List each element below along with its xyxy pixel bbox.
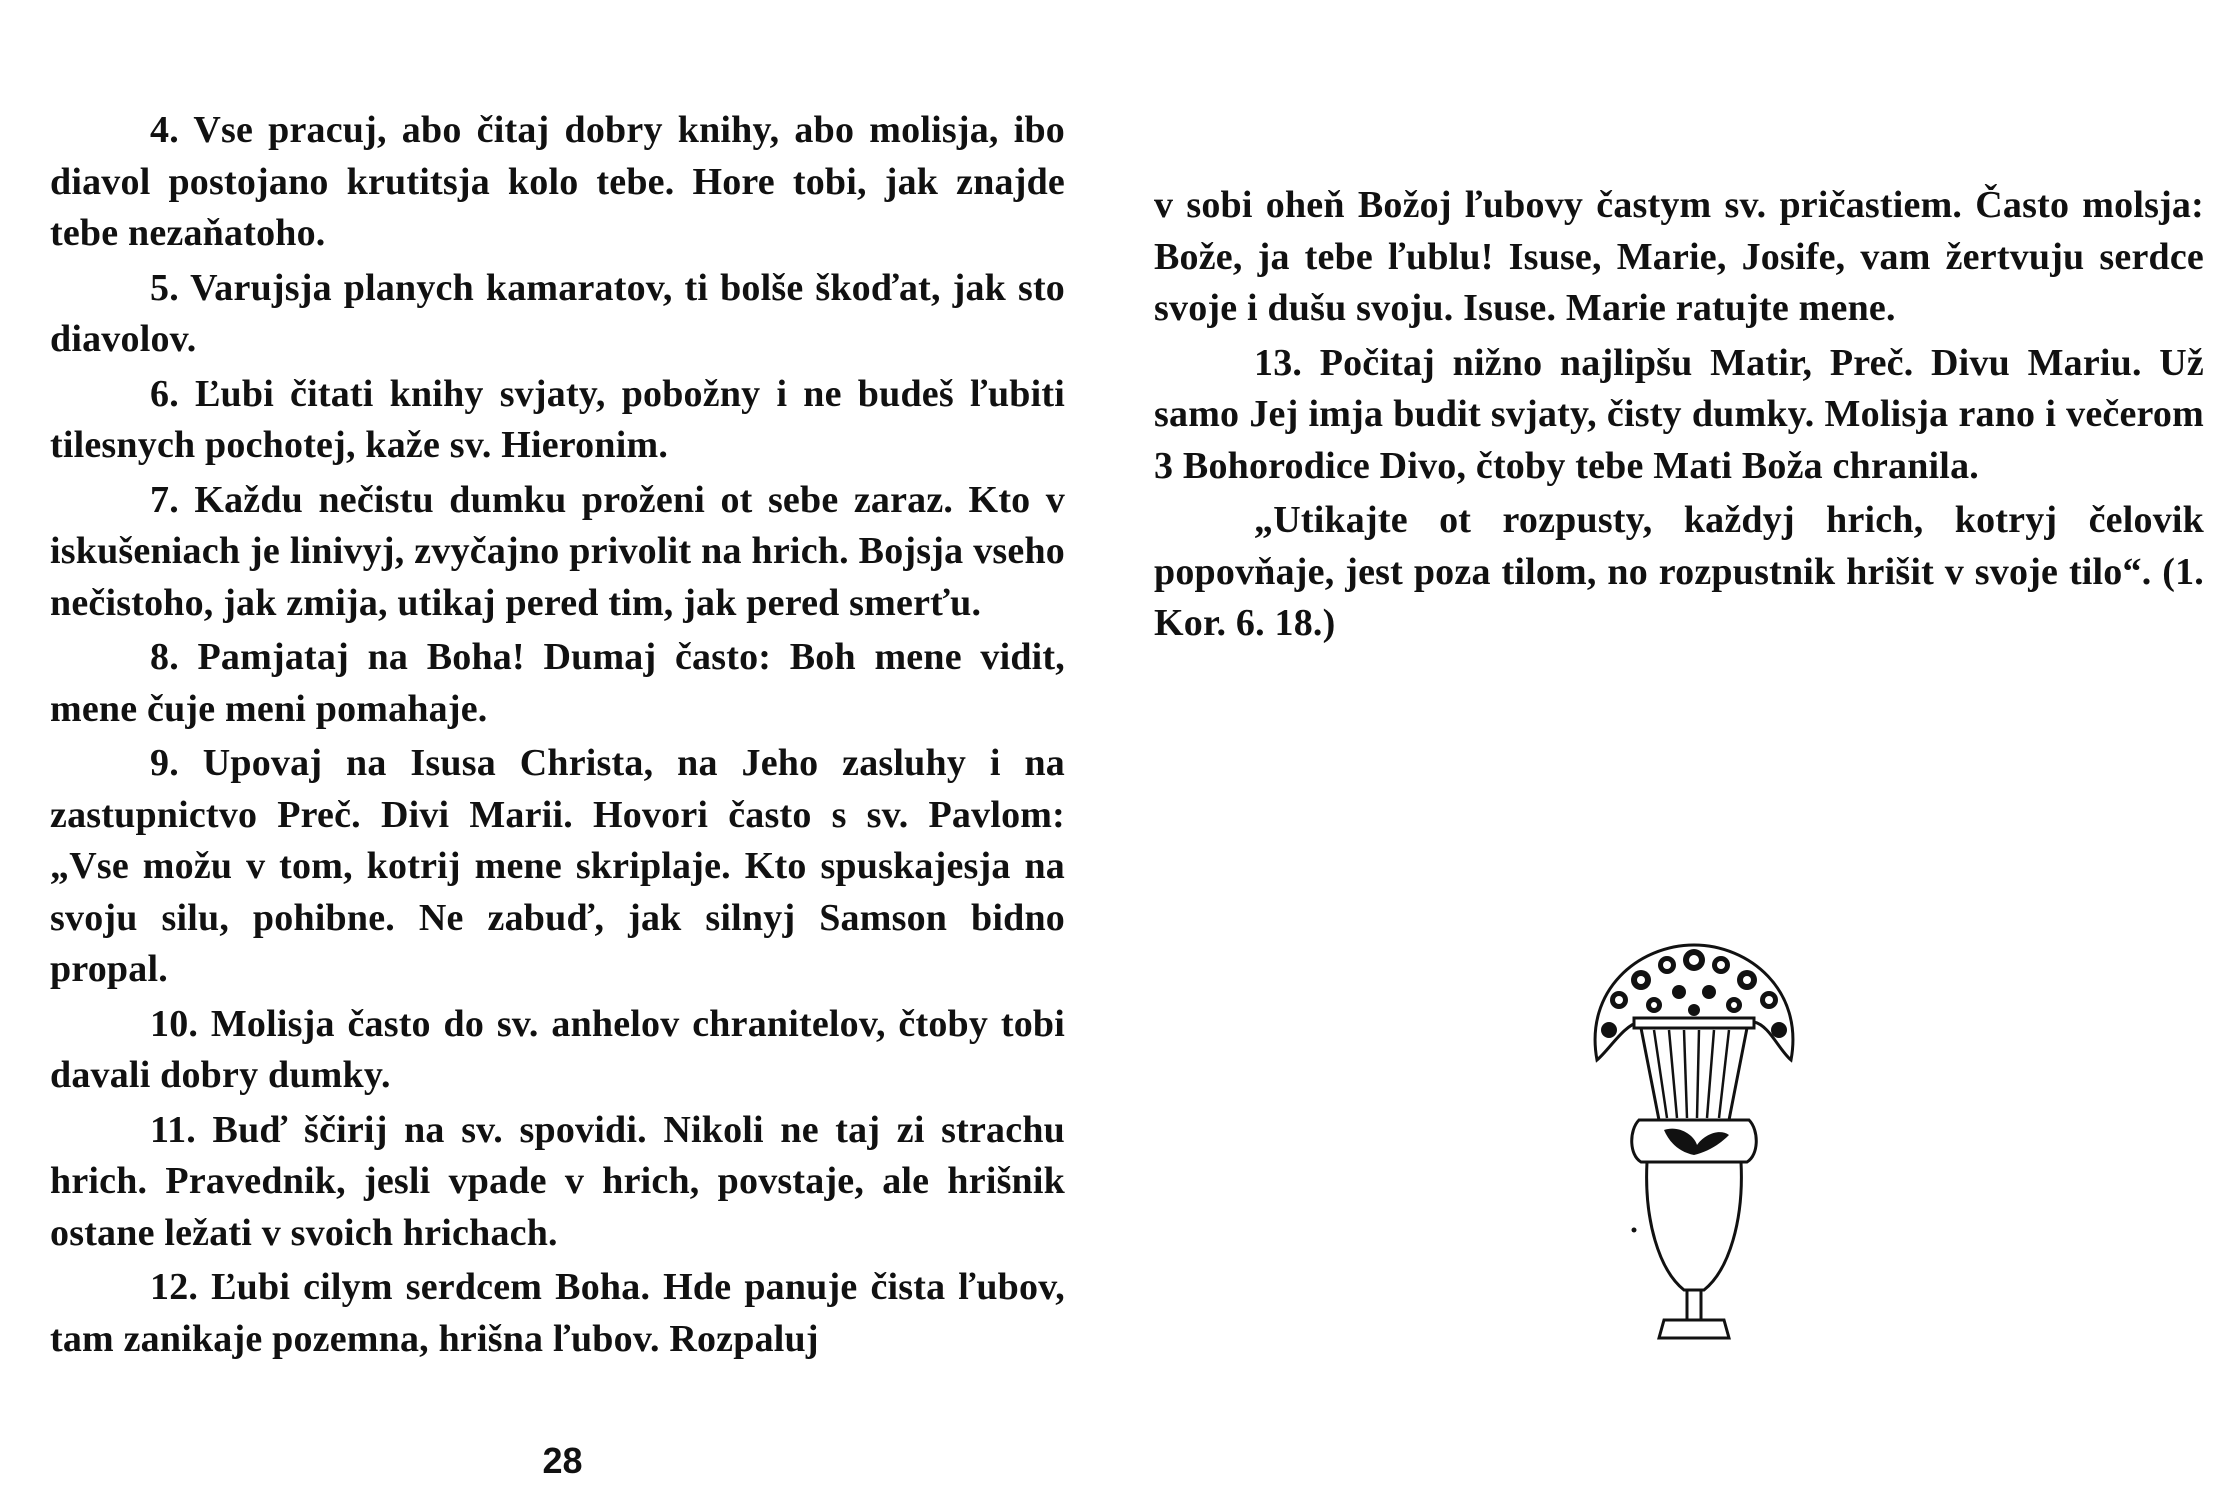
flower-vase-icon <box>1579 930 1809 1350</box>
page-number: 28 <box>542 1440 583 1481</box>
right-text-column <box>1154 180 2204 653</box>
paragraph-5: 5. Varujsja planych kamaratov, ti bolše škoďat, jak sto diavolov. <box>50 266 1065 360</box>
paragraph-9: 9. Upovaj na Isusa Christa, na Jeho zasluhy i na zastupnictvo Preč. Divi Marii. Hovori často s sv. Pavlom: „Vse možu v tom, kotrij mene skriplaje. Kto spuskajesja na svoju silu, pohibne. Ne zabuď, jak silnyj Samson bidno propal. <box>50 742 1065 990</box>
paragraph-6: 6. Ľubi čitati knihy svjaty, pobožny i ne budeš ľubiti tilesnych pochotej, kaže sv. Hieronim. <box>50 372 1065 466</box>
paragraph-12-continuation: v sobi oheň Božoj ľubovy častym sv. pričastiem. Často molsja: Bože, ja tebe ľublu! Isuse, Marie, Josife, vam žertvuju serdce svoje i dušu svoju. Isuse. Marie ratujte mene. <box>1154 184 2204 329</box>
right-page <box>1109 0 2218 1500</box>
paragraph-7: 7. Každu nečistu dumku proženi ot sebe zaraz. Kto v iskušeniach je linivyj, zvyčajno privolit na hrich. Bojsja vseho nečistoho, jak zmija, utikaj pered tim, jak pered smerťu. <box>50 478 1065 624</box>
left-text-column <box>50 105 1065 1368</box>
scripture-quote: „Utikajte ot rozpusty, každyj hrich, kotryj čelovik popovňaje, jest poza tilom, no rozpustnik hrišit v svoje tilo“. (1. Kor. 6. 18.) <box>1154 499 2204 644</box>
paragraph-11: 11. Buď ščirij na sv. spovidi. Nikoli ne taj zi strachu hrich. Pravednik, jesli vpade v hrich, povstaje, ale hrišnik ostane ležati v svoich hrichach. <box>50 1108 1065 1254</box>
paragraph-8: 8. Pamjataj na Boha! Dumaj často: Boh mene vidit, mene čuje meni pomahaje. <box>50 636 1065 730</box>
paragraph-4: 4. Vse pracuj, abo čitaj dobry knihy, abo molisja, ibo diavol postojano krutitsja kolo tebe. Hore tobi, jak znajde tebe nezaňatoho. <box>50 109 1065 254</box>
paragraph-10: 10. Molisja často do sv. anhelov chranitelov, čtoby tobi davali dobry dumky. <box>50 1002 1065 1096</box>
paragraph-12: 12. Ľubi cilym serdcem Boha. Hde panuje čista ľubov, tam zanikaje pozemna, hrišna ľubov. Rozpaluj <box>50 1266 1065 1360</box>
paragraph-13: 13. Počitaj nižno najlipšu Matir, Preč. Divu Mariu. Už samo Jej imja budit svjaty, čisty dumky. Molisja rano i večerom 3 Bohorodice Divo, čtoby tebe Mati Boža chranila. <box>1154 341 2204 487</box>
